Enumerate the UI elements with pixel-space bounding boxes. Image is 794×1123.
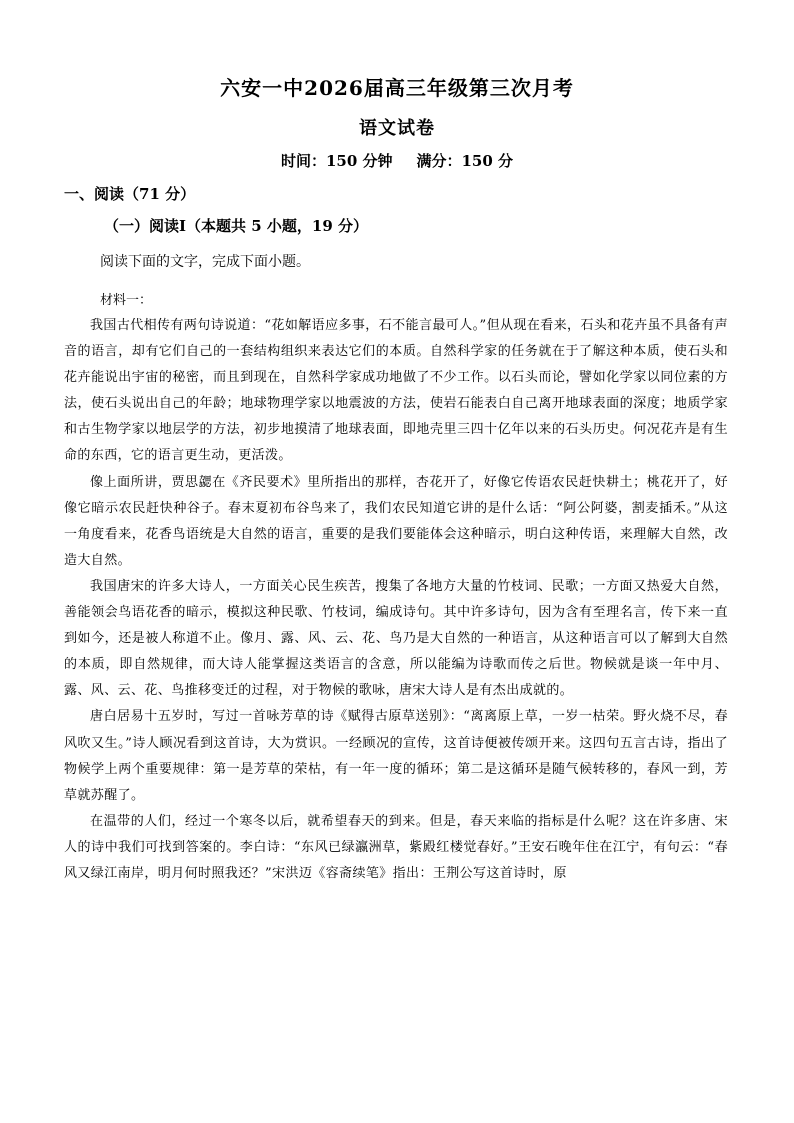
material-label: 材料一： <box>100 293 153 308</box>
exam-time: 时间：150 分钟 <box>280 152 393 170</box>
paragraph: 唐白居易十五岁时，写过一首咏芳草的诗《赋得古原草送别》：“离离原上草，一岁一枯荣。野火烧不尽，春风吹又生。”诗人顾况看到这首诗，大为赏识。一经顾况的宣传，这首诗便被传颂开来。这四句五言古诗，指出了物候学上两个重要规律：第一是芳草的荣枯，有一年一度的循环；第二是这循环是随气候转移的，春风一到，芳草就苏醒了。 <box>64 709 728 803</box>
paragraph: 我国唐宋的许多大诗人，一方面关心民生疾苦，搜集了各地方大量的竹枝词、民歌；一方面又热爱大自然，善能领会鸟语花香的暗示，模拟这种民歌、竹枝词，编成诗句。其中许多诗句，因为含有至理名言，传下来一直到如今，还是被人称道不止。像月、露、风、云、花、鸟乃是大自然的一种语言，从这种语言可以了解到大自然的本质，即自然规律，而大诗人能掌握这类语言的含意，所以能编为诗歌而传之后世。物候就是谈一年中月、露、风、云、花、鸟推移变迁的过程，对于物候的歌咏，唐宋大诗人是有杰出成就的。 <box>64 578 728 699</box>
part-heading: （一）阅读Ⅰ（本题共 5 小题，19 分） <box>104 217 368 235</box>
section-heading: 一、阅读（71 分） <box>64 185 196 203</box>
passage-body <box>64 313 728 887</box>
paragraph: 在温带的人们，经过一个寒冬以后，就希望春天的到来。但是，春天来临的指标是什么呢？这在许多唐、宋人的诗中我们可找到答案的。李白诗：“东风已绿瀛洲草，紫殿红楼觉春好。”王安石晚年住在江宁，有句云：“春风又绿江南岸，明月何时照我还？”宋洪迈《容斋续笔》指出：王荆公写这首诗时，原 <box>64 813 728 881</box>
paragraph: 像上面所讲，贾思勰在《齐民要术》里所指出的那样，杏花开了，好像它传语农民赶快耕土；桃花开了，好像它暗示农民赶快种谷子。春末夏初布谷鸟来了，我们农民知道它讲的是什么话：“阿公阿婆，割麦插禾。”从这一角度看来，花香鸟语统是大自然的语言，重要的是我们要能体会这种暗示，明白这种传语，来理解大自然，改造大自然。 <box>64 474 728 568</box>
exam-score: 满分：150 分 <box>416 152 514 170</box>
paragraph: 我国古代相传有两句诗说道：“花如解语应多事，石不能言最可人。”但从现在看来，石头和花卉虽不具备有声音的语言，却有它们自己的一套结构组织来表达它们的本质。自然科学家的任务就在于了解这种本质，使石头和花卉能说出宇宙的秘密，而且到现在，自然科学家成功地做了不少工作。以石头而论，譬如化学家以同位素的方法，使石头说出自己的年龄；地球物理学家以地震波的方法，使岩石能表白自己离开地球表面的深度；地质学家和古生物学家以地层学的方法，初步地摸清了地球表面，即地壳里三四十亿年以来的石头历史。何况花卉是有生命的东西，它的语言更生动，更活泼。 <box>64 318 728 464</box>
exam-subtitle: 语文试卷 <box>359 118 435 139</box>
exam-meta <box>0 150 794 171</box>
reading-instruction: 阅读下面的文字，完成下面小题。 <box>100 254 310 270</box>
exam-title: 六安一中2026届高三年级第三次月考 <box>220 76 574 100</box>
